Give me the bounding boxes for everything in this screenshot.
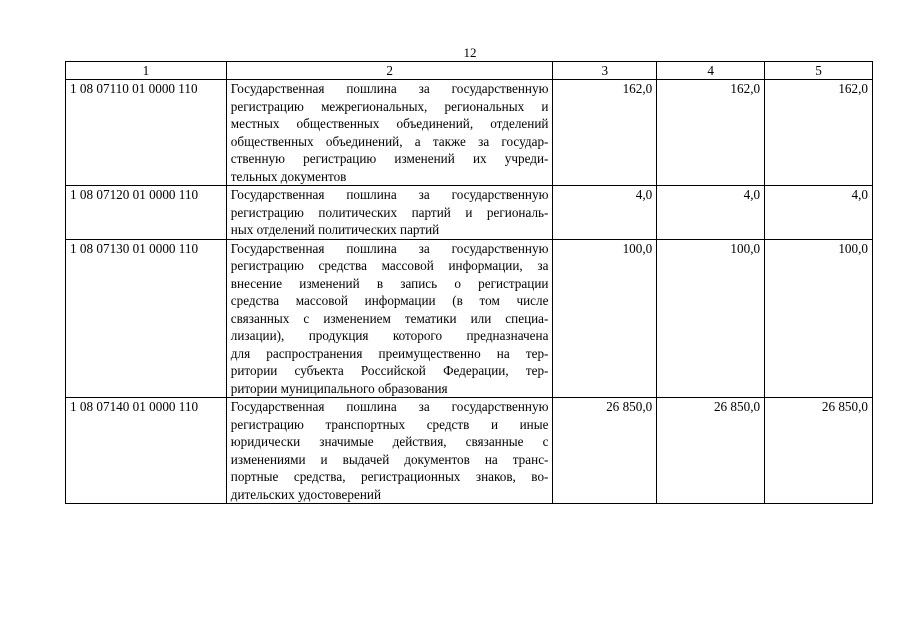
description-line: внесение изменений в запись о регистрации	[230, 275, 549, 291]
revenue-code: 1 08 07120 01 0000 110	[66, 186, 227, 240]
description-line: юридически значимые действия, связанные с	[230, 434, 549, 449]
table-row	[66, 239, 873, 398]
header-row	[66, 62, 873, 80]
page-number: 12	[463, 45, 477, 60]
table-header	[66, 62, 873, 80]
description-line: ритории муниципального образования	[230, 380, 448, 396]
description-line: регистрацию межрегиональных, региональных и	[230, 98, 549, 114]
description-line: ных отделений политических партий	[230, 222, 440, 237]
description-line: регистрацию средства массовой информации, за	[230, 258, 549, 273]
revenue-description	[226, 80, 553, 186]
amount-column-5: 4,0	[765, 186, 873, 240]
column-header-5: 5	[765, 62, 873, 80]
revenue-description	[226, 186, 553, 240]
amount-column-3: 100,0	[553, 239, 657, 398]
description-line: портные средства, регистрационных знаков, во-	[230, 469, 549, 484]
description-line: для распространения преимущественно на тер-	[230, 345, 549, 361]
description-line: изменениями и выдачей документов на транс-	[230, 451, 549, 467]
column-header-3: 3	[553, 62, 657, 80]
description-line: средства массовой информации (в том числе	[230, 293, 549, 308]
revenue-description	[226, 239, 553, 398]
column-header-2: 2	[226, 62, 553, 80]
table-body	[66, 80, 873, 504]
amount-column-4: 100,0	[657, 239, 765, 398]
revenue-code: 1 08 07130 01 0000 110	[66, 239, 227, 398]
amount-column-3: 4,0	[553, 186, 657, 240]
description-line: регистрацию политических партий и региональ-	[230, 204, 549, 220]
table-row	[66, 80, 873, 186]
table-row	[66, 186, 873, 240]
description-line: тельных документов	[230, 168, 347, 184]
description-line: общественных объединений, а также за государ-	[230, 133, 549, 149]
column-header-1: 1	[66, 62, 227, 80]
revenue-code: 1 08 07110 01 0000 110	[66, 80, 227, 186]
amount-column-4: 162,0	[657, 80, 765, 186]
amount-column-3: 26 850,0	[553, 398, 657, 504]
description-line: ственную регистрацию изменений их учреди-	[230, 151, 549, 166]
amount-column-5: 162,0	[765, 80, 873, 186]
description-line: Государственная пошлина за государственную	[230, 399, 549, 414]
amount-column-4: 26 850,0	[657, 398, 765, 504]
description-line: Государственная пошлина за государственную	[230, 81, 549, 96]
amount-column-5: 26 850,0	[765, 398, 873, 504]
description-line: Государственная пошлина за государственную	[230, 187, 549, 202]
description-line: ритории субъекта Российской Федерации, тер-	[230, 363, 549, 378]
description-line: лизации), продукция которого предназначена	[230, 328, 549, 343]
description-line: дительских удостоверений	[230, 486, 382, 502]
amount-column-3: 162,0	[553, 80, 657, 186]
revenue-description	[226, 398, 553, 504]
revenue-code: 1 08 07140 01 0000 110	[66, 398, 227, 504]
column-header-4: 4	[657, 62, 765, 80]
description-line: местных общественных объединений, отделений	[230, 116, 549, 131]
description-line: связанных с изменением тематики или специа-	[230, 310, 549, 326]
description-line: регистрацию транспортных средств и иные	[230, 416, 549, 432]
table-row	[66, 398, 873, 504]
amount-column-4: 4,0	[657, 186, 765, 240]
amount-column-5: 100,0	[765, 239, 873, 398]
budget-revenue-table	[65, 61, 873, 504]
description-line: Государственная пошлина за государственную	[230, 240, 549, 256]
